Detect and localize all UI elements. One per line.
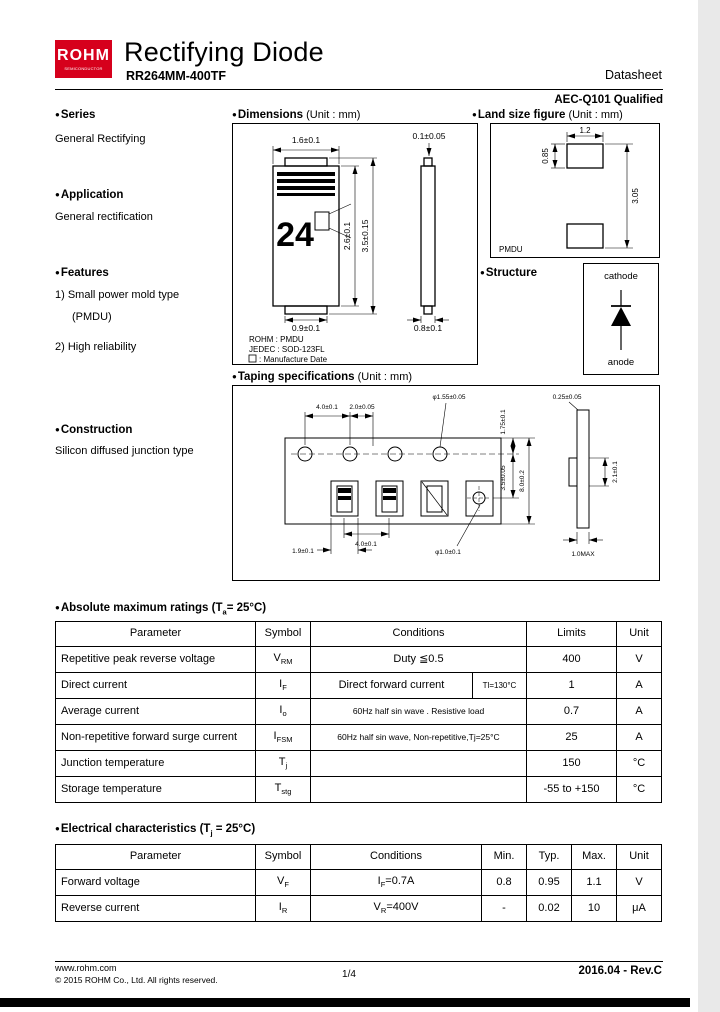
- header-conditions: Conditions: [311, 845, 482, 870]
- dimensions-unit: (Unit : mm): [303, 109, 361, 121]
- structure-heading: [480, 267, 537, 281]
- unit-cell: °C: [617, 751, 662, 777]
- features-heading: [55, 267, 109, 281]
- dim-lead-side-label: 0.8±0.1: [413, 323, 443, 333]
- bullet-icon: ●: [55, 109, 60, 119]
- table-row: [56, 725, 662, 751]
- symbol-base: T: [274, 782, 282, 795]
- limits-cell: -55 to +150: [527, 777, 617, 803]
- structure-heading-text: Structure: [485, 267, 537, 279]
- dim-hole-dia-label: φ1.55±0.05: [432, 394, 466, 401]
- parameter-cell: Direct current: [56, 673, 256, 699]
- component-bands: [338, 488, 396, 500]
- land-diagram: [491, 124, 659, 257]
- bullet-icon: ●: [232, 109, 237, 119]
- note-rohm: ROHM : PMDU: [249, 335, 304, 344]
- conditions-cell: [311, 896, 482, 922]
- symbol-subscript: F: [284, 880, 289, 890]
- land-unit: (Unit : mm): [565, 109, 623, 121]
- bullet-icon: ●: [55, 602, 60, 612]
- header-limits: Limits: [527, 622, 617, 647]
- conditions-cell: [311, 751, 527, 777]
- condition-text: Direct forward current: [338, 678, 445, 691]
- elec-cond-sub: j: [210, 828, 213, 838]
- conditions-cell: Duty ≦0.5: [311, 647, 527, 673]
- footer-bar: [0, 998, 690, 1007]
- symbol-base: T: [278, 756, 286, 769]
- page-number: 1/4: [342, 969, 356, 980]
- land-heading: [472, 109, 623, 123]
- symbol-cell: [256, 673, 311, 699]
- symbol-base: V: [273, 652, 281, 665]
- conditions-cell: [311, 777, 527, 803]
- table-row: [56, 673, 662, 699]
- bullet-icon: ●: [55, 267, 60, 277]
- revision-label: 2016.04 - Rev.C: [578, 965, 662, 977]
- max-cell: 10: [572, 896, 617, 922]
- footer-rule: [55, 961, 663, 962]
- construction-body: Silicon diffused junction type: [55, 445, 194, 457]
- symbol-cell: [256, 725, 311, 751]
- parameter-cell: Average current: [56, 699, 256, 725]
- table-row: [56, 647, 662, 673]
- diode-symbol-icon: [584, 289, 658, 351]
- header-unit: Unit: [617, 845, 662, 870]
- date-square-icon: [249, 355, 256, 362]
- taping-diagram: [233, 386, 659, 580]
- footer-copyright: © 2015 ROHM Co., Ltd. All rights reserved.: [55, 975, 218, 985]
- header-unit: Unit: [617, 622, 662, 647]
- series-heading-text: Series: [60, 109, 96, 121]
- symbol-cell: [256, 647, 311, 673]
- condition-rest: =0.7A: [385, 875, 415, 888]
- condition-subscript: R: [380, 906, 387, 916]
- page-title: Rectifying Diode: [124, 37, 324, 67]
- bullet-icon: ●: [480, 267, 485, 277]
- rohm-logo: [55, 40, 112, 78]
- elec-char-heading: [55, 823, 255, 837]
- unit-cell: V: [617, 870, 662, 896]
- elec-char-table: [55, 844, 662, 922]
- feature-item-1b: (PMDU): [72, 311, 112, 323]
- parameter-cell: Reverse current: [56, 896, 256, 922]
- symbol-subscript: RM: [280, 657, 293, 667]
- symbol-base: I: [273, 730, 277, 743]
- parameter-cell: Junction temperature: [56, 751, 256, 777]
- conditions-cell: [311, 870, 482, 896]
- condition-note: Tl=130°C: [472, 673, 526, 698]
- abs-max-cond-post: = 25°C): [226, 602, 267, 614]
- feature-item-1: 1) Small power mold type: [55, 289, 180, 301]
- manufacture-date-box: [315, 212, 329, 230]
- symbol-base: I: [279, 704, 283, 717]
- elec-char-heading-text: Electrical characteristics: [60, 823, 197, 835]
- dim-pocket-hole-dia-label: φ1.0±0.1: [435, 549, 461, 556]
- symbol-cell: [256, 777, 311, 803]
- feature-item-2: 2) High reliability: [55, 341, 137, 353]
- unit-cell: A: [617, 699, 662, 725]
- application-heading: [55, 189, 123, 203]
- package-marking: 24: [276, 216, 314, 254]
- qualification-label: AEC-Q101 Qualified: [554, 94, 663, 106]
- condition-subscript: F: [380, 880, 386, 890]
- dim-body-length-label: 2.6±0.1: [342, 221, 352, 251]
- table-row: [56, 896, 662, 922]
- dim-tape-thickness-label: 0.25±0.05: [552, 394, 582, 401]
- symbol-base: I: [279, 678, 283, 691]
- land-package-label: PMDU: [499, 245, 523, 254]
- min-cell: 0.8: [482, 870, 527, 896]
- cathode-band-marks: [277, 172, 335, 196]
- part-number: RR264MM-400TF: [126, 69, 227, 83]
- dimensions-diagram: [233, 124, 477, 364]
- header-conditions: Conditions: [311, 622, 527, 647]
- symbol-cell: [256, 870, 311, 896]
- dim-hole-to-pocket-label: 2.0±0.05: [349, 404, 375, 411]
- bullet-icon: ●: [55, 823, 60, 833]
- typ-cell: 0.02: [527, 896, 572, 922]
- taping-box: [232, 385, 660, 581]
- note-date: : Manufacture Date: [259, 355, 328, 364]
- anode-label: anode: [607, 356, 635, 368]
- taping-heading-text: Taping specifications: [237, 371, 355, 383]
- min-cell: -: [482, 896, 527, 922]
- rohm-logo-subtext: SEMICONDUCTOR: [64, 66, 103, 71]
- dim-width-label: 1.6±0.1: [291, 135, 321, 145]
- abs-max-cond-pre: (T: [208, 602, 223, 614]
- dim-thickness-label: 0.1±0.05: [412, 131, 446, 141]
- unit-cell: A: [617, 725, 662, 751]
- symbol-subscript: j: [285, 761, 288, 771]
- land-box: [490, 123, 660, 258]
- parameter-cell: Repetitive peak reverse voltage: [56, 647, 256, 673]
- header-max: Max.: [572, 845, 617, 870]
- construction-heading: [55, 424, 132, 438]
- header-parameter: Parameter: [56, 622, 256, 647]
- unit-cell: μA: [617, 896, 662, 922]
- table-row: [56, 870, 662, 896]
- series-body: General Rectifying: [55, 133, 146, 145]
- land-heading-text: Land size figure: [477, 109, 566, 121]
- dim-pocket-width-label: 1.9±0.1: [292, 548, 314, 555]
- symbol-base: I: [278, 901, 282, 914]
- pockets: [331, 481, 493, 516]
- header-parameter: Parameter: [56, 845, 256, 870]
- bullet-icon: ●: [55, 189, 60, 199]
- taping-unit: (Unit : mm): [354, 371, 413, 383]
- bullet-icon: ●: [55, 424, 60, 434]
- table-row: [56, 777, 662, 803]
- unit-cell: °C: [617, 777, 662, 803]
- elec-cond-post: = 25°C): [212, 823, 256, 835]
- land-pads: [567, 144, 603, 248]
- table-row: [56, 751, 662, 777]
- series-heading: [55, 109, 95, 123]
- header-min: Min.: [482, 845, 527, 870]
- doc-type-label: Datasheet: [605, 68, 662, 82]
- dim-pocket-inner-label: 2.1±0.1: [612, 461, 619, 483]
- unit-cell: A: [617, 673, 662, 699]
- dimensions-box: [232, 123, 478, 365]
- dim-pad-width-label: 1.2: [579, 126, 591, 135]
- parameter-cell: Non-repetitive forward surge current: [56, 725, 256, 751]
- application-body: General rectification: [55, 211, 153, 223]
- abs-max-heading-text: Absolute maximum ratings: [60, 602, 209, 614]
- bullet-icon: ●: [232, 371, 237, 381]
- symbol-cell: [256, 699, 311, 725]
- conditions-cell: [311, 673, 527, 699]
- limits-cell: 400: [527, 647, 617, 673]
- dimensions-heading-text: Dimensions: [237, 109, 304, 121]
- note-jedec: JEDEC : SOD-123FL: [249, 345, 325, 354]
- header-rule: [55, 89, 663, 90]
- dim-pocket-pitch-label: 4.0±0.1: [355, 541, 377, 548]
- footer-url: www.rohm.com: [55, 963, 117, 973]
- header-symbol: Symbol: [256, 622, 311, 647]
- conditions-cell: 60Hz half sin wave, Non-repetitive,Tj=25°C: [311, 725, 527, 751]
- limits-cell: 150: [527, 751, 617, 777]
- parameter-cell: Forward voltage: [56, 870, 256, 896]
- abs-max-cond-sub: a: [222, 607, 227, 617]
- dimension-lines: [305, 402, 609, 554]
- table-header-row: [56, 622, 662, 647]
- taping-heading: [232, 371, 412, 385]
- tape-side-view: [569, 410, 589, 528]
- features-heading-text: Features: [60, 267, 109, 279]
- symbol-base: V: [277, 875, 285, 888]
- dim-edge-to-hole-label: 1.75±0.1: [500, 409, 507, 435]
- condition-base: I: [377, 875, 381, 888]
- rohm-logo-text: ROHM: [57, 47, 110, 64]
- symbol-subscript: R: [281, 906, 288, 916]
- conditions-cell: 60Hz half sin wave . Resistive load: [311, 699, 527, 725]
- symbol-subscript: F: [282, 683, 287, 693]
- dim-hole-pocket-center-label: 3.5±0.05: [500, 465, 507, 491]
- symbol-cell: [256, 896, 311, 922]
- bullet-icon: ●: [472, 109, 477, 119]
- construction-heading-text: Construction: [60, 424, 133, 436]
- header-typ: Typ.: [527, 845, 572, 870]
- table-row: [56, 699, 662, 725]
- application-heading-text: Application: [60, 189, 124, 201]
- symbol-subscript: FSM: [276, 735, 293, 745]
- unit-cell: V: [617, 647, 662, 673]
- package-side-view: [421, 158, 435, 314]
- limits-cell: 0.7: [527, 699, 617, 725]
- symbol-cell: [256, 751, 311, 777]
- max-cell: 1.1: [572, 870, 617, 896]
- limits-cell: 25: [527, 725, 617, 751]
- dim-pad-height-label: 0.85: [541, 148, 550, 164]
- table-header-row: [56, 845, 662, 870]
- typ-cell: 0.95: [527, 870, 572, 896]
- parameter-cell: Storage temperature: [56, 777, 256, 803]
- symbol-subscript: o: [282, 709, 287, 719]
- header-symbol: Symbol: [256, 845, 311, 870]
- dimension-lines: [551, 132, 633, 248]
- dim-lead-front-label: 0.9±0.1: [291, 323, 321, 333]
- dimensions-heading: [232, 109, 360, 123]
- limits-cell: 1: [527, 673, 617, 699]
- abs-max-table: [55, 621, 662, 803]
- condition-base: V: [373, 901, 381, 914]
- dim-pitch-label: 3.05: [631, 188, 640, 204]
- dim-hole-pitch-label: 4.0±0.1: [316, 404, 338, 411]
- dim-tape-width-label: 8.0±0.2: [519, 470, 526, 492]
- structure-box: [583, 263, 659, 375]
- elec-cond-pre: (T: [196, 823, 211, 835]
- dim-max-height-label: 1.0MAX: [571, 551, 595, 558]
- symbol-subscript: stg: [281, 787, 292, 797]
- abs-max-heading: [55, 602, 266, 616]
- dim-total-length-label: 3.5±0.15: [360, 219, 370, 253]
- page-edge: [698, 0, 720, 1012]
- cathode-label: cathode: [604, 271, 638, 282]
- condition-rest: =400V: [386, 901, 419, 914]
